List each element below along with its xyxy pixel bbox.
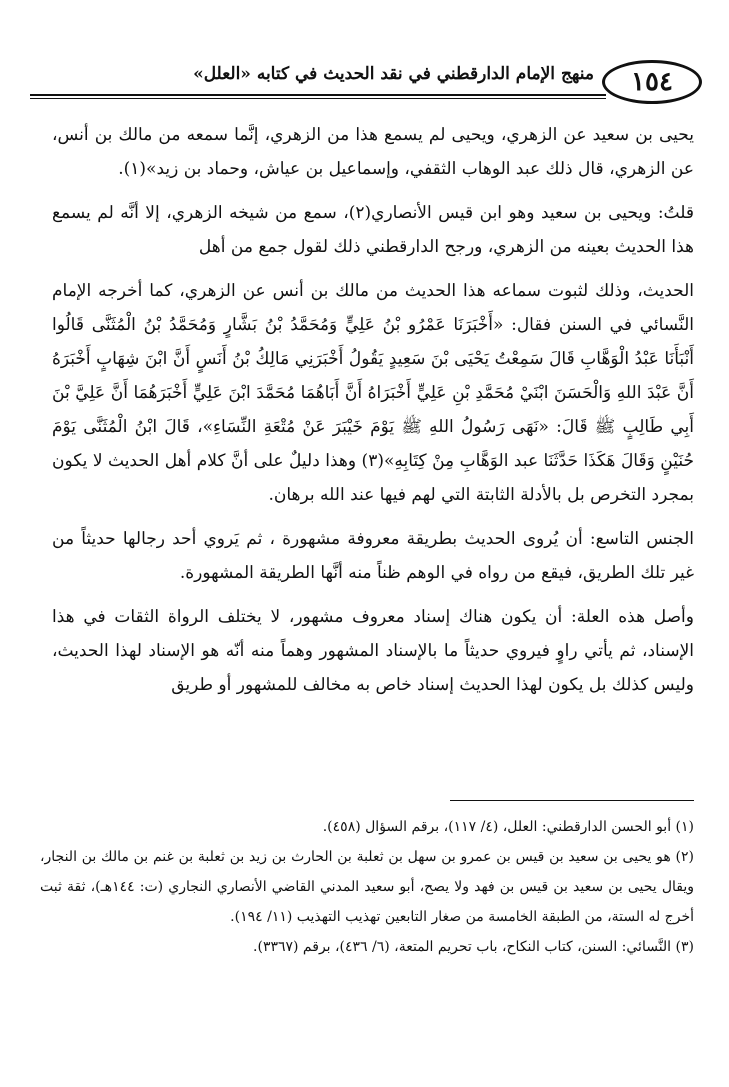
page-header [30, 60, 702, 108]
running-title: منهج الإمام الدارقطني في نقد الحديث في كتابه «العلل» [193, 64, 594, 84]
paragraph: الحديث، وذلك لثبوت سماعه هذا الحديث من مالك بن أنس عن الزهري، كما أخرجه الإمام النَّسائي في السنن فقال: «أَخْبَرَنَا عَمْرُو بْنُ عَلِيٍّ وَمُحَمَّدُ بْنُ بَشَّارٍ وَمُحَمَّدُ بْنُ الْمُثَنَّى قَالُوا أَنْبَأَنَا عَبْدُ الْوَهَّابِ قَالَ سَمِعْتُ يَحْيَى بْنَ سَعِيدٍ يَقُولُ أَخْبَرَنِي مَالِكُ بْنُ أَنَسٍ أَنَّ ابْنَ شِهَابٍ أَخْبَرَهُ أَنَّ عَبْدَ اللهِ وَالْحَسَنَ ابْنَيْ مُحَمَّدِ بْنِ عَلِيٍّ أَخْبَرَاهُ أَنَّ أَبَاهُمَا مُحَمَّدَ ابْنَ عَلِيٍّ أَخْبَرَهُمَا أَنَّ عَلِيَّ بْنَ أَبِي طَالِبٍ ﷺ قَالَ: «نَهَى رَسُولُ اللهِ ﷺ يَوْمَ خَيْبَرَ عَنْ مُتْعَةِ النِّسَاءِ»، قَالَ ابْنُ الْمُثَنَّى يَوْمَ حُنَيْنٍ وَقَالَ هَكَذَا حَدَّثَنَا عبد الوَهَّابِ مِنْ كِتَابِهِ»(٣) وهذا دليلٌ على أنَّ كلام أهل الحديث لا يكون بمجرد التخرص بل بالأدلة الثابتة التي لهم فيها عند الله برهان. [52, 281, 694, 505]
paragraph: الجنس التاسع: أن يُروى الحديث بطريقة معروفة مشهورة ، ثم يَروي أحد رجالها حديثاً من غير تلك الطريق، فيقع من رواه في الوهم ظناً منه أنَّها الطريقة المشهورة. [52, 529, 694, 583]
footnote: (٢) هو يحيى بن سعيد بن قيس بن عمرو بن سهل بن ثعلبة بن الحارث بن زيد بن ثعلبة بن غنم بن مالك بن النجار، ويقال يحيى بن سعيد بن قيس بن فهد ولا يصح، أبو سعيد المدني القاضي الأنصاري النجاري (ت: ١٤٤هـ)، ثقة ثبت أخرج له الستة، من الطبقة الخامسة من صغار التابعين تهذيب التهذيب (١١/ ١٩٤). [40, 849, 695, 925]
header-rule [30, 94, 606, 96]
footnote: (١) أبو الحسن الدارقطني: العلل، (٤/ ١١٧)، برقم السؤال (٤٥٨). [322, 819, 694, 835]
footnote: (٣) النَّسائي: السنن، كتاب النكاح، باب تحريم المتعة، (٦/ ٤٣٦)، برقم (٣٣٦٧). [253, 939, 694, 955]
paragraph: يحيى بن سعيد عن الزهري، ويحيى لم يسمع هذا من الزهري، إنَّما سمعه من مالك بن أنس، عن الزهري، قال ذلك عبد الوهاب الثقفي، وإسماعيل بن عياش، وحماد بن زيد»(١). [52, 125, 694, 179]
main-text [52, 118, 694, 712]
footnote-separator [450, 800, 694, 801]
paragraph: وأصل هذه العلة: أن يكون هناك إسناد معروف مشهور، لا يختلف الرواة الثقات في هذا الإسناد، ثم يأتي راوٍ فيروي حديثاً ما بالإسناد المشهور وهماً منه أنّه هو الإسناد لهذا الحديث، وليس كذلك بل يكون لهذا الحديث إسناد خاص به مخالف للمشهور أو طريق [52, 607, 694, 695]
header-rule-thin [30, 98, 606, 99]
footnotes [40, 812, 694, 962]
paragraph: قلتُ: ويحيى بن سعيد وهو ابن قيس الأنصاري(٢)، سمع من شيخه الزهري، إلا أنَّه لم يسمع هذا الحديث بعينه من الزهري، ورجح الدارقطني ذلك لقول جمع من أهل [52, 203, 695, 257]
page-number: ١٥٤ [602, 60, 702, 104]
